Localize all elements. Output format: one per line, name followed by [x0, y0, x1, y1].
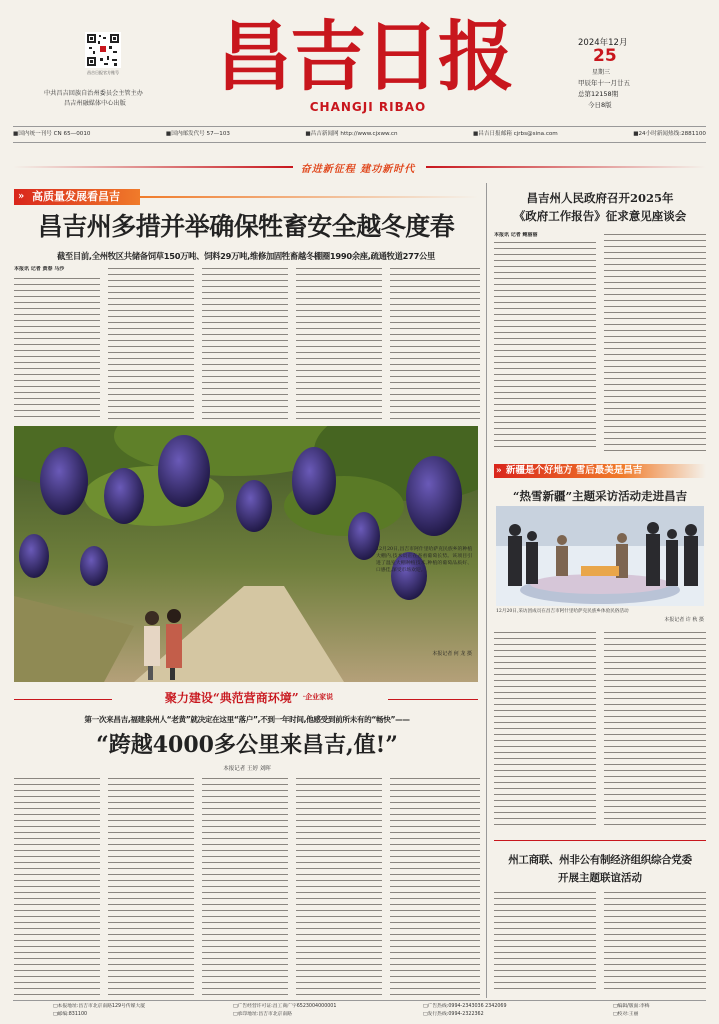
banner: [13, 160, 706, 174]
footer-rule: [13, 1000, 706, 1001]
vineyard-photo: [14, 426, 478, 682]
lead-body: [14, 266, 480, 422]
lunar-date: 甲辰年十一月廿五: [578, 79, 630, 87]
info-email[interactable]: ■昌吉日报邮箱 cjrbs@sina.com: [472, 131, 558, 137]
footer: [13, 1003, 706, 1021]
paper-title: 昌吉日报: [216, 12, 512, 101]
banner-line-left: [13, 166, 293, 168]
right-mid-body: [494, 630, 706, 830]
right-mid-credit: 本报记者 许 秋 摄: [664, 617, 704, 623]
paper-title-pinyin: CHANGJI RIBAO: [309, 100, 427, 114]
page-count: 今日8版: [588, 101, 612, 109]
lead-headline: 昌吉州多措并举确保牲畜安全越冬度春: [37, 212, 455, 241]
footer-ad-hotline: □广告热线:0994-2343036 2342069: [423, 1004, 507, 1009]
right-mid-caption: 12月20日,采访团成员在昌吉市阿什里哈萨克民族乡体验民俗活动: [496, 609, 629, 614]
lead-column-3: [202, 266, 288, 422]
feature-byline: 本报记者 王婷 刘晖: [223, 766, 271, 772]
right-bottom-column-2: [604, 890, 706, 994]
footer-ad-license: □广告经营许可证:昌工商广字6523004000001: [233, 1004, 337, 1009]
weekday: 星期三: [592, 69, 611, 76]
qr-code: [85, 32, 121, 68]
right-mid-section-tag: » 新疆是个好地方 雪后最美是昌吉: [494, 464, 706, 478]
feature-rule-left: [14, 699, 112, 700]
feature-column-4: [296, 776, 382, 996]
footer-editor: □编辑/版面:李梅: [613, 1004, 650, 1009]
banner-text: 奋进新征程 建功新时代: [300, 164, 416, 175]
feature-section-tag: [114, 688, 384, 706]
date-day: 25: [593, 46, 617, 66]
right-top-body: [494, 232, 706, 452]
banner-line-right: [426, 166, 706, 168]
lead-section-tag: » 高质量发展看昌吉: [14, 189, 140, 205]
footer-postcode: □邮编:831100: [53, 1012, 88, 1017]
lead-column-2: [108, 266, 194, 422]
feature-column-2: [108, 776, 194, 996]
info-hotline: ■24小时新闻热线:2881100: [633, 131, 706, 137]
qr-caption: 昌吉日报官方账号: [87, 70, 119, 75]
info-postal: ■国内邮发代号 57—103: [165, 131, 230, 137]
lead-column-1: [14, 276, 100, 422]
feature-column-3: [202, 776, 288, 996]
column-divider: [486, 183, 487, 998]
feature-section-suffix: ·企业家说: [302, 692, 334, 701]
lead-subhead: 截至目前,全州牧区共储备饲草150万吨、饲料29万吨,维修加固牲畜越冬棚圈1990余座,疏通牧道277公里: [56, 251, 436, 261]
feature-rule-right: [388, 699, 478, 700]
right-mid-headline: “热雪新疆”主题采访活动走进昌吉: [512, 489, 688, 503]
publisher-line-1: 中共昌吉回族自治州委员会主管主办: [44, 90, 143, 97]
double-chevron-icon: »: [18, 191, 25, 202]
feature-headline: “跨越4000多公里来昌吉,值!”: [96, 732, 398, 758]
right-bottom-top-rule: [494, 840, 706, 841]
right-bottom-column-1: [494, 890, 596, 994]
info-website[interactable]: ■昌吉新闻网 http://www.cjxww.cn: [305, 131, 398, 137]
right-mid-column-2: [604, 630, 706, 830]
right-top-column-2: [604, 232, 706, 452]
info-bar-rule-top: [13, 126, 706, 127]
feature-kicker: 第一次来昌吉,福建泉州人“老黄”就决定在这里“落户”,不到一年时间,他感受到前所未有的“畅快”——: [84, 715, 410, 724]
right-mid-column-1: [494, 630, 596, 830]
masthead: [0, 0, 719, 132]
snow-event-photo: [496, 506, 704, 606]
date-year-month: 2024年12月: [578, 38, 628, 48]
photo-caption: 12月20日,昌吉市阿什里哈萨克民族乡的种植大棚内,技术员正在查看葡萄长势。该项目引进了温室大棚种植技术,种植的葡萄品质好、口感佳,深受市场欢迎。: [376, 547, 472, 573]
right-top-column-1: [494, 240, 596, 452]
info-bar: [13, 129, 706, 141]
lead-column-4: [296, 266, 382, 422]
right-top-headline-2: 《政府工作报告》征求意见座谈会: [513, 209, 687, 223]
feature-column-5: [390, 776, 480, 996]
lead-column-5: [390, 266, 480, 422]
footer-address: □本报地址:昌吉市北京南路129号传媒大厦: [53, 1004, 146, 1009]
photo-credit: 本报记者 何 龙 摄: [432, 651, 472, 657]
right-top-headline-1: 昌吉州人民政府召开2025年: [526, 191, 674, 205]
right-bottom-headline-1: 州工商联、州非公有制经济组织综合党委: [508, 854, 692, 866]
lead-section-rule: [140, 196, 478, 198]
feature-column-1: [14, 776, 100, 996]
publisher-line-2: 昌吉州融媒体中心出版: [64, 100, 126, 107]
lead-byline-and-intro: 本报讯 记者 黄春 马沙: [14, 266, 65, 272]
feature-body: [14, 776, 480, 996]
footer-distribution-hotline: □发行热线:0994-2322362: [423, 1012, 484, 1017]
double-chevron-icon: »: [496, 466, 502, 476]
right-bottom-body: [494, 890, 706, 994]
issue-number: 总第12158期: [578, 90, 619, 98]
footer-proofreader: □校对:王丽: [613, 1012, 639, 1017]
right-bottom-headline-2: 开展主题联谊活动: [558, 872, 642, 884]
right-top-byline: 本报讯 记者 鲍丽丽: [494, 232, 538, 238]
info-bar-rule-bottom: [13, 142, 706, 143]
footer-printer: □承印地址:昌吉市北京南路: [233, 1012, 292, 1017]
feature-section-title: 聚力建设“典范营商环境”: [164, 690, 299, 705]
info-cn: ■国内统一刊号 CN 65—0010: [13, 131, 91, 137]
